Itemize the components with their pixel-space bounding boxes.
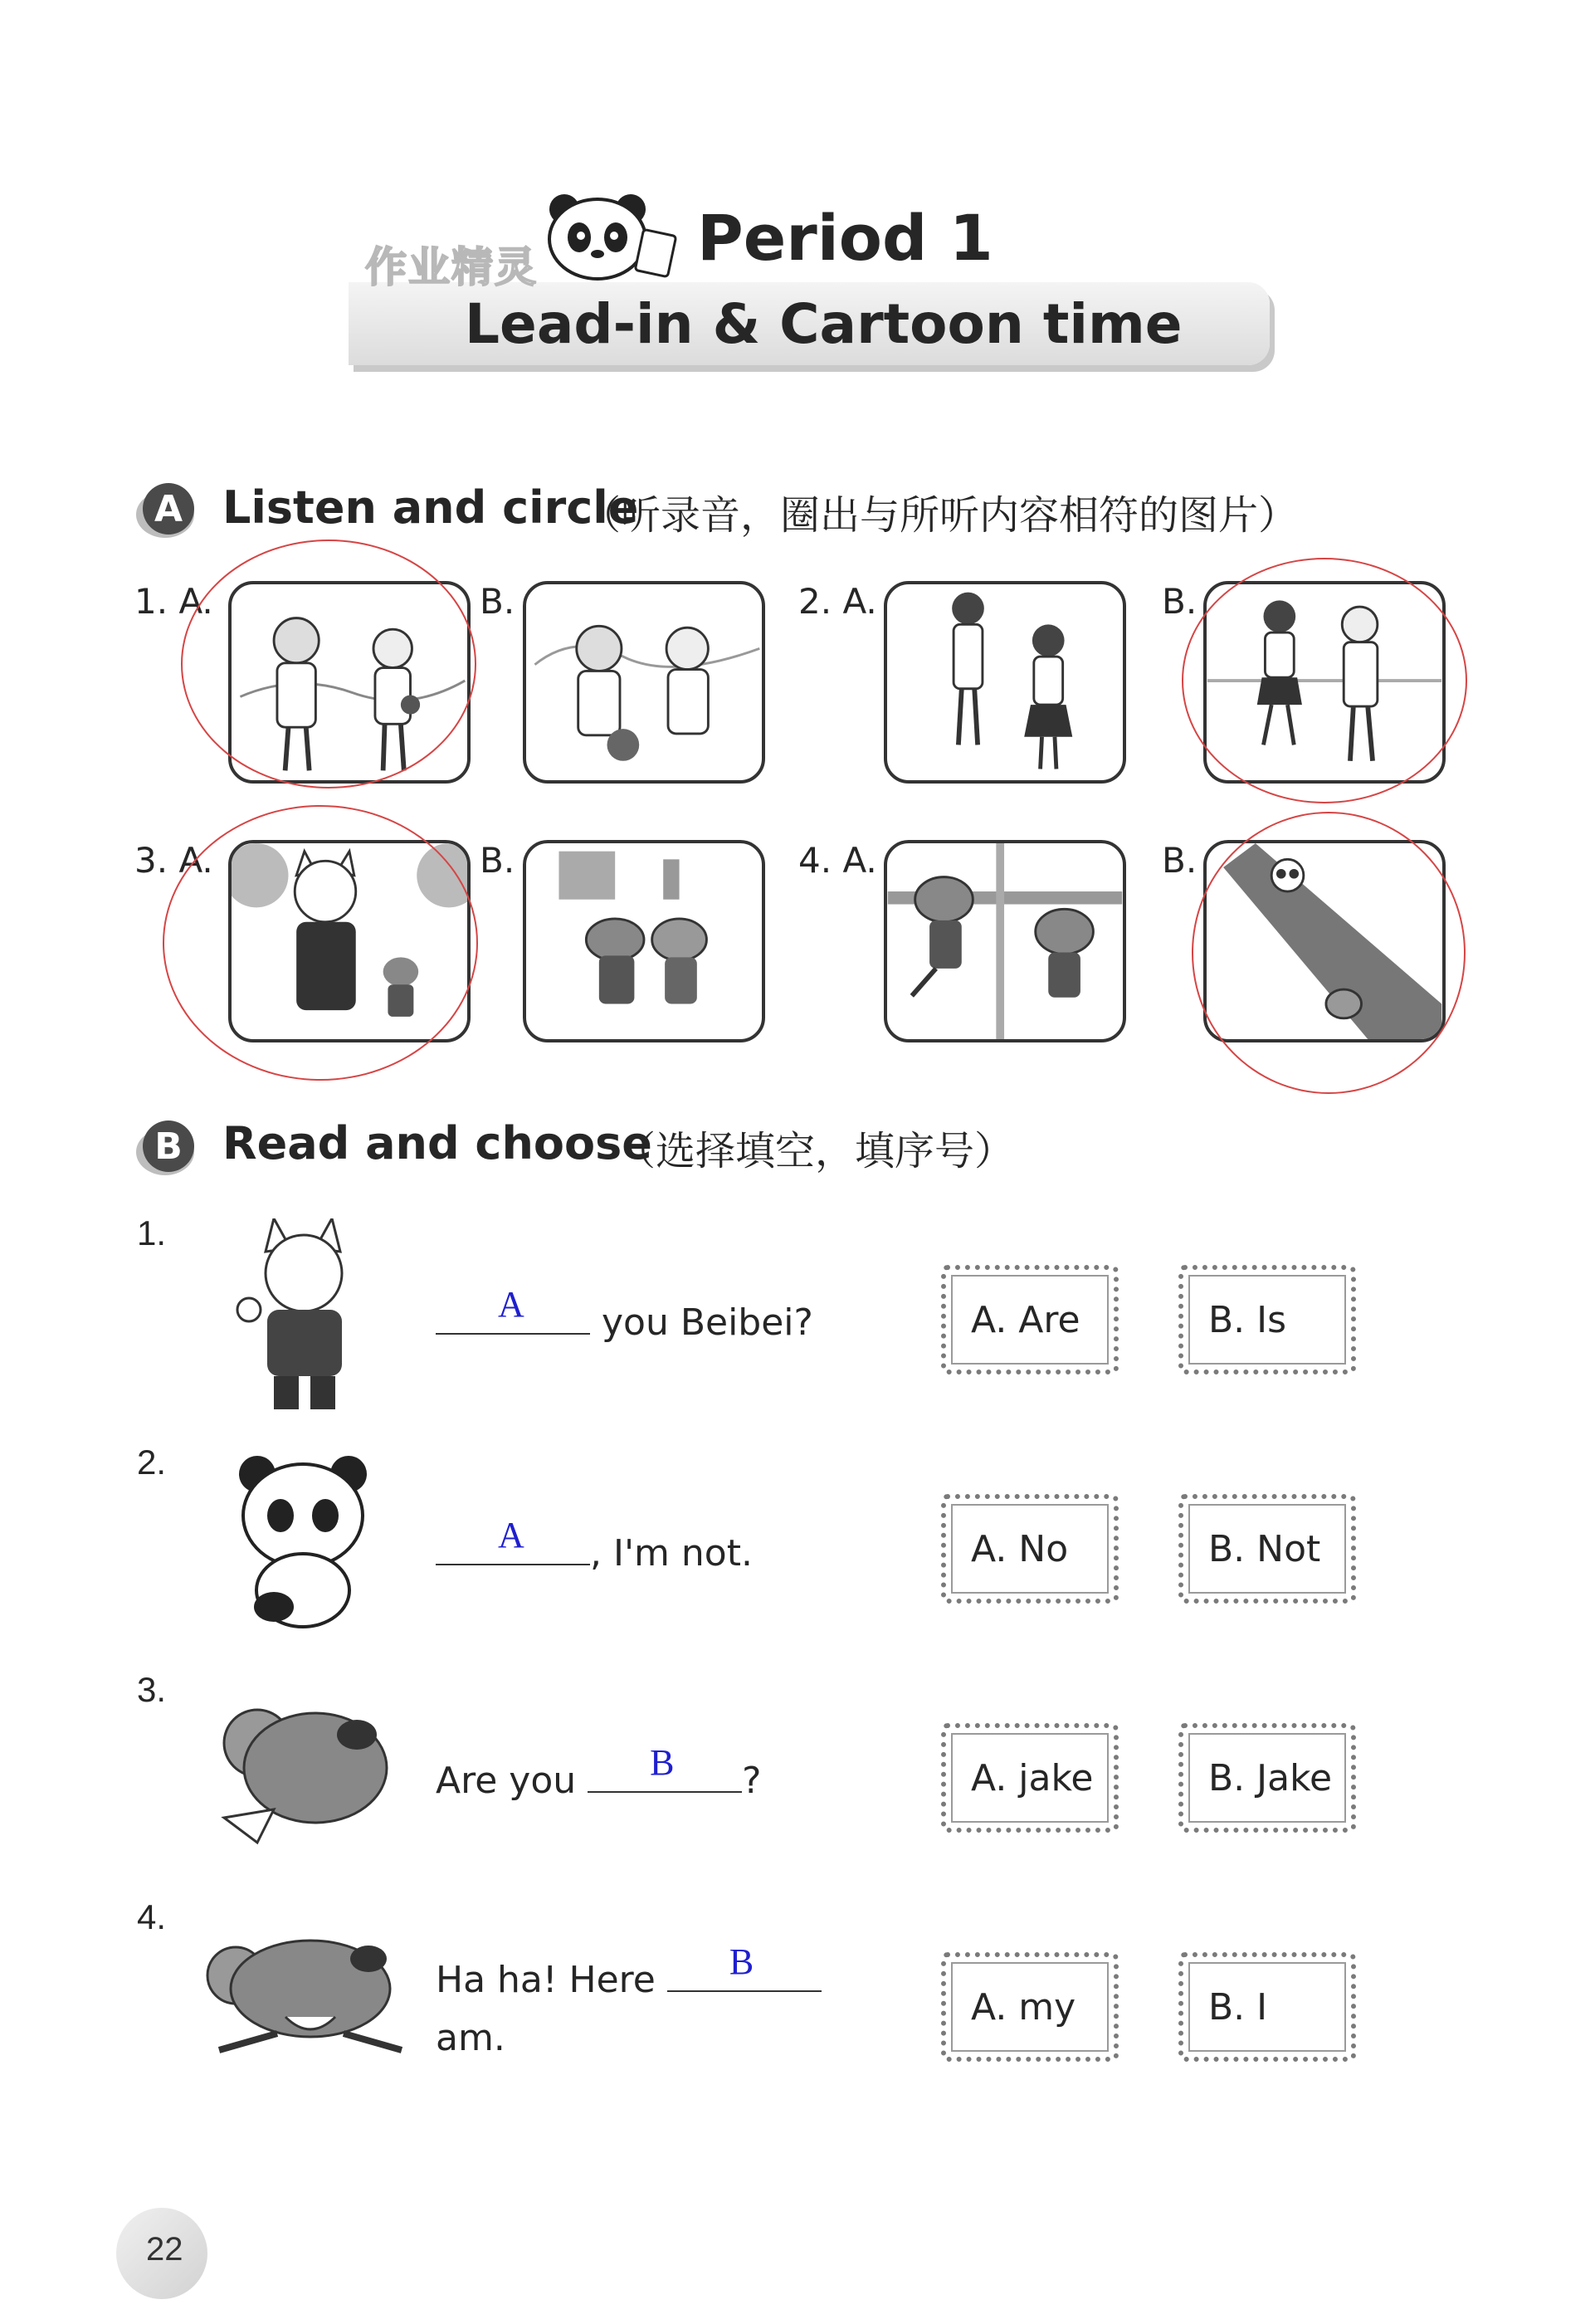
question-number: 4. [137, 1897, 167, 1936]
option-label: B. [480, 581, 515, 622]
panda-mascot-icon [531, 189, 680, 289]
option-a-box[interactable]: A. Are [941, 1265, 1119, 1374]
period-title: Period 1 [697, 201, 993, 275]
answer-blank[interactable] [667, 1941, 822, 1992]
section-a-instructions: （听录音，圈出与所听内容相符的图片） [581, 492, 1299, 539]
page-subtitle: Lead-in & Cartoon time [465, 292, 1183, 356]
section-a-title: Listen and circle [222, 481, 639, 534]
option-label: B. [1162, 581, 1197, 622]
option-b-box[interactable]: B. Not [1178, 1494, 1356, 1604]
sentence-2: A , I'm not. [436, 1526, 753, 1575]
option-b-box[interactable]: B. I [1178, 1952, 1356, 2062]
section-b-instructions: （选择填空，填序号） [616, 1128, 1015, 1174]
option-a-box[interactable]: A. my [941, 1952, 1119, 2062]
question-number: 3. [137, 1670, 167, 1709]
watermark-text: 作业精灵 [365, 244, 538, 290]
answer-blank[interactable] [436, 1284, 590, 1335]
boy-girl-greeting-icon [887, 584, 1123, 780]
question-number: 3. A. [134, 840, 213, 881]
two-mice-icon [526, 843, 762, 1039]
mice-running-icon [887, 843, 1123, 1039]
answer-blank[interactable] [588, 1742, 742, 1793]
option-b-box[interactable]: B. Is [1178, 1265, 1356, 1374]
question-number: 2. [137, 1443, 167, 1482]
sentence-4-line2: am. [436, 2017, 505, 2059]
option-a-box[interactable]: A. jake [941, 1723, 1119, 1833]
handwritten-answer: A [498, 1515, 524, 1555]
picture-option-3b[interactable] [523, 840, 765, 1042]
mouse-character-icon [207, 1693, 407, 1851]
question-number: 2. A. [798, 581, 877, 622]
section-a-badge: A [143, 483, 194, 535]
handwritten-answer: A [498, 1284, 524, 1325]
answer-circle-3a [163, 805, 478, 1081]
panda-character-icon [224, 1449, 390, 1632]
sentence-4: Ha ha! Here B [436, 1952, 822, 2001]
sentence-3: Are you B ? [436, 1742, 762, 1802]
sentence-1: A you Beibei? [436, 1295, 813, 1344]
answer-blank[interactable] [436, 1515, 590, 1565]
page-number: 22 [146, 2231, 183, 2268]
picture-option-4a[interactable] [884, 840, 1126, 1042]
answer-circle-4b [1192, 812, 1466, 1094]
laughing-mouse-icon [194, 1926, 410, 2075]
question-number: 1. A. [134, 581, 213, 622]
picture-option-2a[interactable] [884, 581, 1126, 784]
option-label: B. [1162, 840, 1197, 881]
section-b-badge: B [143, 1120, 194, 1172]
option-a-box[interactable]: A. No [941, 1494, 1119, 1604]
answer-circle-1a [181, 540, 476, 788]
section-b-title: Read and choose [222, 1117, 652, 1169]
question-number: 1. [137, 1213, 167, 1252]
answer-circle-2b [1182, 558, 1467, 803]
handwritten-answer: B [729, 1941, 754, 1982]
option-b-box[interactable]: B. Jake [1178, 1723, 1356, 1833]
question-number: 4. A. [798, 840, 877, 881]
option-label: B. [480, 840, 515, 881]
handwritten-answer: B [650, 1742, 675, 1783]
cat-character-icon [224, 1218, 390, 1418]
boys-with-ball-icon [526, 584, 762, 780]
picture-option-1b[interactable] [523, 581, 765, 784]
